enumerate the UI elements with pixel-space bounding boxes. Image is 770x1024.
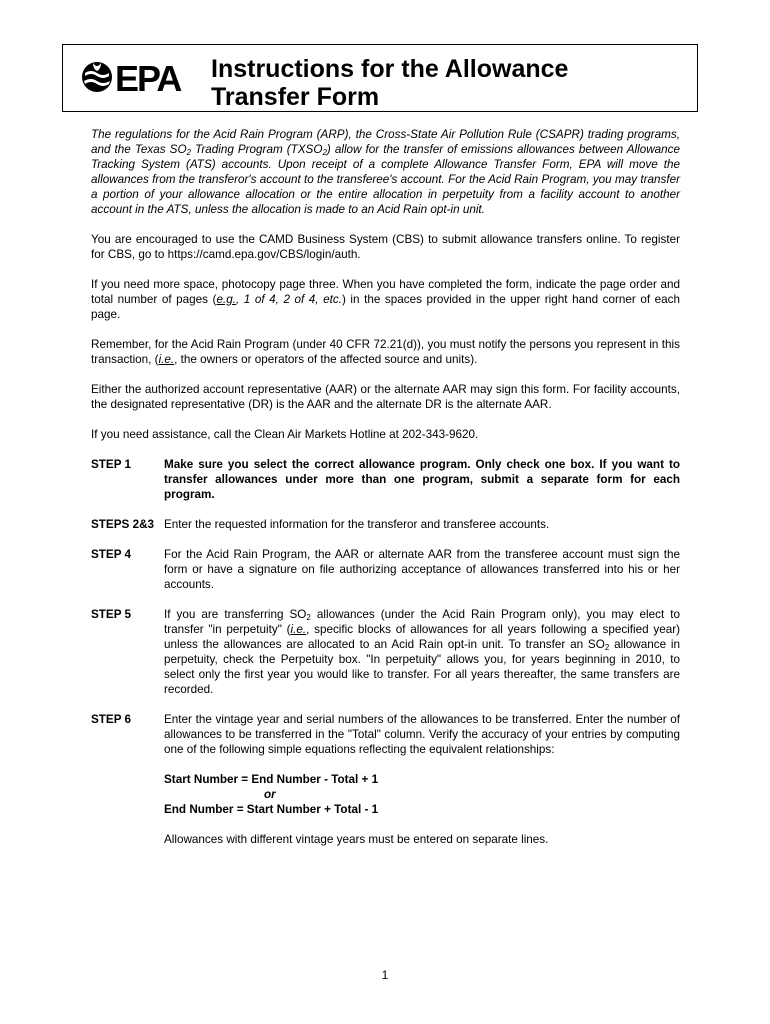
main-content [91, 127, 680, 847]
step-5 [91, 607, 680, 697]
title-line-2: Transfer Form [211, 83, 380, 111]
step-6-text: Enter the vintage year and serial numbers of the allowances to be transferred. Enter the number of allowances to be transferred in the "Total" column. Verify the accuracy of your entries by computing one of the following simple equations reflecting the equivalent relationships: [164, 713, 680, 756]
logo-text: EPA [115, 58, 181, 97]
hotline-paragraph: If you need assistance, call the Clean Air Markets Hotline at 202-343-9620. [91, 428, 479, 441]
step-6 [91, 712, 680, 757]
photocopy-paragraph: If you need more space, photocopy page three. When you have completed the form, indicate the page order and total number of pages (e.g., 1 of 4, 2 of 4, etc.) in the spaces provided in the upper right hand corner of each page. [91, 278, 680, 321]
equation-or: or [264, 788, 276, 801]
step-1-label: STEP 1 [91, 458, 132, 471]
cbs-paragraph: You are encouraged to use the CAMD Business System (CBS) to submit allowance transfers online. To register for CBS, go to https://camd.epa.gov/CBS/login/auth. [91, 233, 680, 261]
steps-2-3-label: STEPS 2&3 [91, 518, 155, 531]
notify-paragraph: Remember, for the Acid Rain Program (under 40 CFR 72.21(d)), you must notify the persons you represent in this transaction, (i.e., the owners or operators of the affected source and units). [91, 338, 680, 366]
step-4 [91, 547, 680, 592]
step-1-text: Make sure you select the correct allowance program. Only check one box. If you want to transfer allowances under more than one program, submit a separate form for each program. [164, 458, 680, 501]
vintage-note: Allowances with different vintage years must be entered on separate lines. [164, 833, 549, 846]
page-number: 1 [381, 968, 389, 982]
step-6-label: STEP 6 [91, 713, 132, 726]
signature-paragraph: Either the authorized account representative (AAR) or the alternate AAR may sign this form. For facility accounts, the designated representative (DR) is the AAR and the alternate DR is the alternate AAR. [91, 383, 680, 411]
page-title [211, 55, 568, 111]
step-4-label: STEP 4 [91, 548, 132, 561]
title-line-1: Instructions for the Allowance [211, 55, 569, 83]
header-box [62, 44, 698, 112]
steps-2-3 [91, 517, 680, 532]
equation-1: Start Number = End Number - Total + 1 [164, 773, 379, 786]
steps-2-3-text: Enter the requested information for the transferor and transferee accounts. [164, 518, 550, 531]
step-4-text: For the Acid Rain Program, the AAR or alternate AAR from the transferee account must sign the form or have a signature on file authorizing acceptance of allowances transferred into his or her accounts. [164, 548, 680, 591]
step-5-text: If you are transferring $SO_2$ allowances (under the Acid Rain Program only), you may elect to transfer "in perpetuity" (i.e., specific blocks of allowances for all years following a specified year) unless the allowances are allocated to an Acid Rain opt-in unit. To transfer an $SO_2$ allowance in perpetuity, check the Perpetuity box. "In perpetuity" allows you, for years beginning in 2010, to select only the first year you would like to transfer. For all years thereafter, the same transfers are recorded. [164, 608, 681, 696]
epa-logo [79, 57, 199, 97]
intro-paragraph: The regulations for the Acid Rain Program (ARP), the Cross-State Air Pollution Rule (CSAPR) trading programs, and the Texas $SO_2$ Trading Program $(TXSO_2)$ allow for the transfer of emissions allowances between Allowance Tracking System (ATS) accounts. Upon receipt of a complete Allowance Transfer Form, EPA will move the allowances from the transferor's account to the transferee's account. For the Acid Rain Program, you may transfer a portion of your allowance allocation or the entire allocation in perpetuity from a facility account to another account in the ATS, unless the allocation is made to an Acid Rain opt-in unit. [91, 128, 680, 216]
step-1 [91, 457, 680, 502]
step-5-label: STEP 5 [91, 608, 132, 621]
equation-2: End Number = Start Number + Total - 1 [164, 803, 379, 816]
